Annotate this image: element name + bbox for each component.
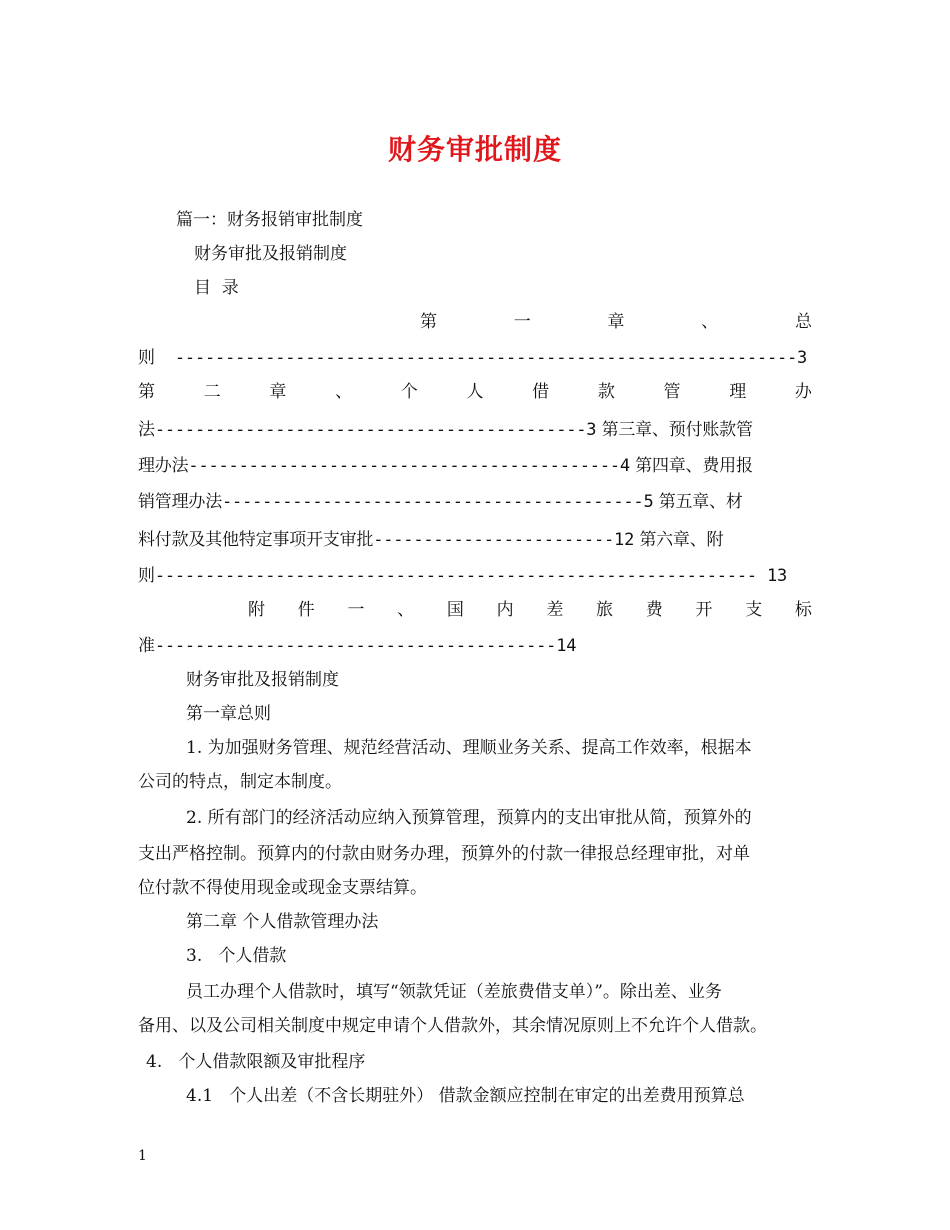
toc-att1-line bbox=[138, 634, 576, 658]
paragraph-3-line-2: 备用、以及公司相关制度中规定申请个人借款外，其余情况原则上不允许个人借款。 bbox=[138, 1016, 767, 1036]
toc-ch4-line bbox=[138, 490, 743, 514]
paragraph-2-line-1: 2. 所有部门的经济活动应纳入预算管理，预算内的支出审批从简，预算外的 bbox=[186, 808, 752, 828]
toc-char: 标 bbox=[794, 600, 812, 620]
chapter-2-heading: 第二章 个人借款管理办法 bbox=[186, 912, 379, 932]
toc-ch3-title: 第三章、预付账款管 bbox=[596, 420, 753, 440]
toc-char: 差 bbox=[546, 600, 564, 620]
toc-ch3-tail: 理办法 bbox=[138, 456, 189, 476]
toc-ch3-dashes: -------------------------------------------4 bbox=[188, 456, 630, 476]
toc-att1-tail: 准 bbox=[138, 636, 155, 656]
toc-char: 款 bbox=[597, 382, 615, 402]
toc-ch6-line bbox=[138, 564, 787, 588]
toc-char: 总 bbox=[795, 312, 812, 332]
paragraph-2-line-2: 支出严格控制。预算内的付款由财务办理，预算外的付款一律报总经理审批，对单 bbox=[138, 844, 750, 864]
toc-ch3-line bbox=[138, 454, 753, 478]
toc-ch2-line bbox=[138, 418, 753, 442]
toc-ch1-dashes: --------------------------------------------------------------3 bbox=[174, 348, 808, 368]
toc-char: 章 bbox=[269, 382, 287, 402]
section-3-heading: 3. 个人借款 bbox=[186, 946, 287, 966]
toc-ch6-dashes: ------------------------------------------------------------ 13 bbox=[154, 566, 788, 586]
toc-att1-dashes: ----------------------------------------14 bbox=[154, 636, 577, 656]
paragraph-3-line-1: 员工办理个人借款时，填写“领款凭证（差旅费借支单）”。除出差、业务 bbox=[186, 982, 722, 1002]
toc-ch1-line bbox=[138, 346, 807, 370]
toc-char: 借 bbox=[532, 382, 550, 402]
toc-char: 、 bbox=[701, 312, 719, 332]
toc-ch2-spread bbox=[138, 380, 812, 404]
toc-char: 件 bbox=[297, 600, 315, 620]
toc-char: 支 bbox=[745, 600, 763, 620]
paragraph-2-line-3: 位付款不得使用现金或现金支票结算。 bbox=[138, 878, 427, 898]
paragraph-1-line-1: 1. 为加强财务管理、规范经营活动、理顺业务关系、提高工作效率，根据本 bbox=[186, 738, 752, 758]
toc-char: 二 bbox=[203, 382, 221, 402]
toc-char: 内 bbox=[496, 600, 514, 620]
toc-char: 理 bbox=[729, 382, 747, 402]
toc-ch2-dashes: -------------------------------------------3 bbox=[154, 420, 597, 440]
chapter-1-heading: 第一章总则 bbox=[186, 704, 271, 724]
toc-char: 办 bbox=[794, 382, 812, 402]
section-4-heading: 4. 个人借款限额及审批程序 bbox=[146, 1052, 366, 1072]
toc-ch5-tail: 料付款及其他特定事项开支审批 bbox=[138, 530, 374, 550]
toc-char: 国 bbox=[446, 600, 464, 620]
toc-char: 、 bbox=[335, 382, 353, 402]
toc-ch5-line bbox=[138, 528, 723, 552]
toc-ch1-tail: 则 bbox=[138, 348, 155, 368]
toc-char: 章 bbox=[607, 312, 625, 332]
section-4-1-line: 4.1 个人出差（不含长期驻外） 借款金额应控制在审定的出差费用预算总 bbox=[186, 1086, 745, 1106]
toc-att1-spread bbox=[248, 598, 812, 622]
paragraph-1-line-2: 公司的特点，制定本制度。 bbox=[138, 772, 342, 792]
toc-char: 个 bbox=[400, 382, 418, 402]
toc-ch6-title: 第六章、附 bbox=[634, 530, 724, 550]
body-heading: 财务审批及报销制度 bbox=[186, 670, 339, 690]
toc-ch1-spread bbox=[420, 310, 812, 334]
toc-title: 目 录 bbox=[194, 278, 239, 298]
toc-char: 一 bbox=[513, 312, 531, 332]
toc-char: 旅 bbox=[596, 600, 614, 620]
toc-char: 附 bbox=[248, 600, 265, 620]
toc-char: 第 bbox=[138, 382, 155, 402]
toc-ch5-title: 第五章、材 bbox=[653, 492, 743, 512]
heading-2: 财务审批及报销制度 bbox=[194, 244, 347, 264]
document-title: 财务审批制度 bbox=[387, 133, 562, 166]
toc-char: 第 bbox=[420, 312, 437, 332]
toc-char: 管 bbox=[663, 382, 681, 402]
toc-char: 、 bbox=[397, 600, 415, 620]
toc-ch4-title: 第四章、费用报 bbox=[629, 456, 753, 476]
toc-char: 一 bbox=[347, 600, 365, 620]
toc-char: 费 bbox=[645, 600, 663, 620]
toc-char: 人 bbox=[466, 382, 484, 402]
toc-ch4-tail: 销管理办法 bbox=[138, 492, 222, 512]
toc-ch5-dashes: ------------------------12 bbox=[373, 530, 635, 550]
toc-char: 开 bbox=[695, 600, 713, 620]
heading-1: 篇一：财务报销审批制度 bbox=[176, 210, 363, 230]
page-number: 1 bbox=[138, 1148, 147, 1164]
toc-ch6-tail: 则 bbox=[138, 566, 155, 586]
toc-ch2-tail: 法 bbox=[138, 420, 155, 440]
toc-ch4-dashes: ------------------------------------------5 bbox=[222, 492, 654, 512]
